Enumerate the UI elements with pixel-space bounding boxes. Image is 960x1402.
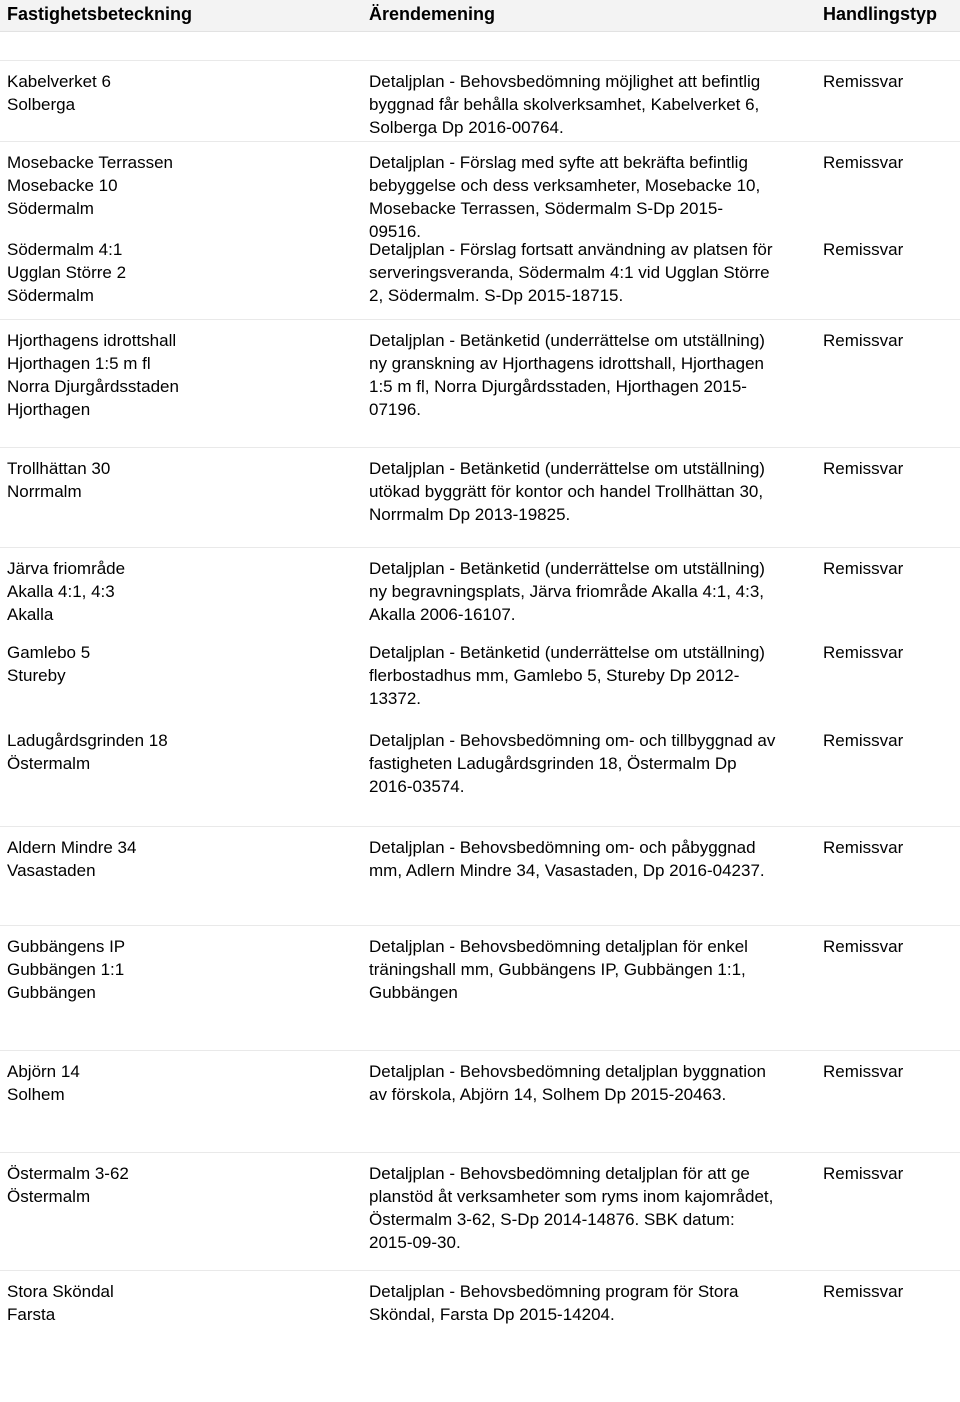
matter-cell: Detaljplan - Behovsbedömning detaljplan för att ge planstöd åt verksamheter som ryms inom kajområdet, Östermalm 3-62, S-Dp 2014-14876. SBK datum: 2015-09-30. <box>369 1164 774 1252</box>
property-cell: Södermalm 4:1 Ugglan Större 2 Södermalm <box>7 240 127 305</box>
matter-cell: Detaljplan - Behovsbedömning program för Stora Sköndal, Farsta Dp 2015-14204. <box>369 1282 739 1324</box>
column-header-matter: Ärendemening <box>369 4 496 24</box>
document-type-cell: Remissvar <box>823 643 904 662</box>
document-type-cell: Remissvar <box>823 1282 904 1301</box>
property-cell: Östermalm 3-62 Östermalm <box>7 1164 129 1206</box>
matter-cell: Detaljplan - Förslag fortsatt användning av platsen för serveringsveranda, Södermalm 4:1 vid Ugglan Större 2, Södermalm. S-Dp 2015-18715. <box>369 240 773 305</box>
property-cell: Ladugårdsgrinden 18 Östermalm <box>7 731 168 773</box>
matter-cell: Detaljplan - Behovsbedömning detaljplan byggnation av förskola, Abjörn 14, Solhem Dp 2015-20463. <box>369 1062 766 1104</box>
property-cell: Gubbängens IP Gubbängen 1:1 Gubbängen <box>7 937 126 1002</box>
property-cell: Aldern Mindre 34 Vasastaden <box>7 838 137 880</box>
matter-cell: Detaljplan - Behovsbedömning om- och påbyggnad mm, Adlern Mindre 34, Vasastaden, Dp 2016-04237. <box>369 838 765 880</box>
document-type-cell: Remissvar <box>823 240 904 259</box>
document-type-cell: Remissvar <box>823 72 904 91</box>
document-type-cell: Remissvar <box>823 838 904 857</box>
property-cell: Stora Sköndal Farsta <box>7 1282 114 1324</box>
matter-cell: Detaljplan - Betänketid (underrättelse om utställning) ny granskning av Hjorthagens idrottshall, Hjorthagen 1:5 m fl, Norra Djurgårdsstaden, Hjorthagen 2015- 07196. <box>369 331 765 419</box>
property-cell: Mosebacke Terrassen Mosebacke 10 Södermalm <box>7 153 173 218</box>
property-cell: Trollhättan 30 Norrmalm <box>7 459 111 501</box>
property-cell: Kabelverket 6 Solberga <box>7 72 111 114</box>
document-type-cell: Remissvar <box>823 731 904 750</box>
column-header-property: Fastighetsbeteckning <box>7 4 193 24</box>
document-type-cell: Remissvar <box>823 559 904 578</box>
document-type-cell: Remissvar <box>823 937 904 956</box>
property-cell: Hjorthagens idrottshall Hjorthagen 1:5 m fl Norra Djurgårdsstaden Hjorthagen <box>7 331 179 419</box>
property-cell: Järva friområde Akalla 4:1, 4:3 Akalla <box>7 559 126 624</box>
document-type-cell: Remissvar <box>823 459 904 478</box>
matter-cell: Detaljplan - Betänketid (underrättelse om utställning) utökad byggrätt för kontor och handel Trollhättan 30, Norrmalm Dp 2013-19825. <box>369 459 765 524</box>
matter-cell: Detaljplan - Betänketid (underrättelse om utställning) flerbostadhus mm, Gamlebo 5, Stureby Dp 2012- 13372. <box>369 643 765 708</box>
matter-cell: Detaljplan - Behovsbedömning detaljplan för enkel träningshall mm, Gubbängens IP, Gubbängen 1:1, Gubbängen <box>369 937 748 1002</box>
document-type-cell: Remissvar <box>823 1062 904 1081</box>
document-type-cell: Remissvar <box>823 153 904 172</box>
matter-cell: Detaljplan - Behovsbedömning om- och tillbyggnad av fastigheten Ladugårdsgrinden 18, Östermalm Dp 2016-03574. <box>369 731 776 796</box>
property-cell: Abjörn 14 Solhem <box>7 1062 80 1104</box>
table-header <box>0 0 960 32</box>
matter-cell: Detaljplan - Betänketid (underrättelse om utställning) ny begravningsplats, Järva friområde Akalla 4:1, 4:3, Akalla 2006-16107. <box>369 559 765 624</box>
document-type-cell: Remissvar <box>823 1164 904 1183</box>
column-header-document-type: Handlingstyp <box>823 4 938 24</box>
document-type-cell: Remissvar <box>823 331 904 350</box>
matter-cell: Detaljplan - Förslag med syfte att bekräfta befintlig bebyggelse och dess verksamheter, Mosebacke 10, Mosebacke Terrassen, Södermalm S-Dp 2015- 09516. <box>369 153 761 241</box>
matter-cell: Detaljplan - Behovsbedömning möjlighet att befintlig byggnad får behålla skolverksamhet, Kabelverket 6, Solberga Dp 2016-00764. <box>369 72 761 137</box>
property-cell: Gamlebo 5 Stureby <box>7 643 91 685</box>
